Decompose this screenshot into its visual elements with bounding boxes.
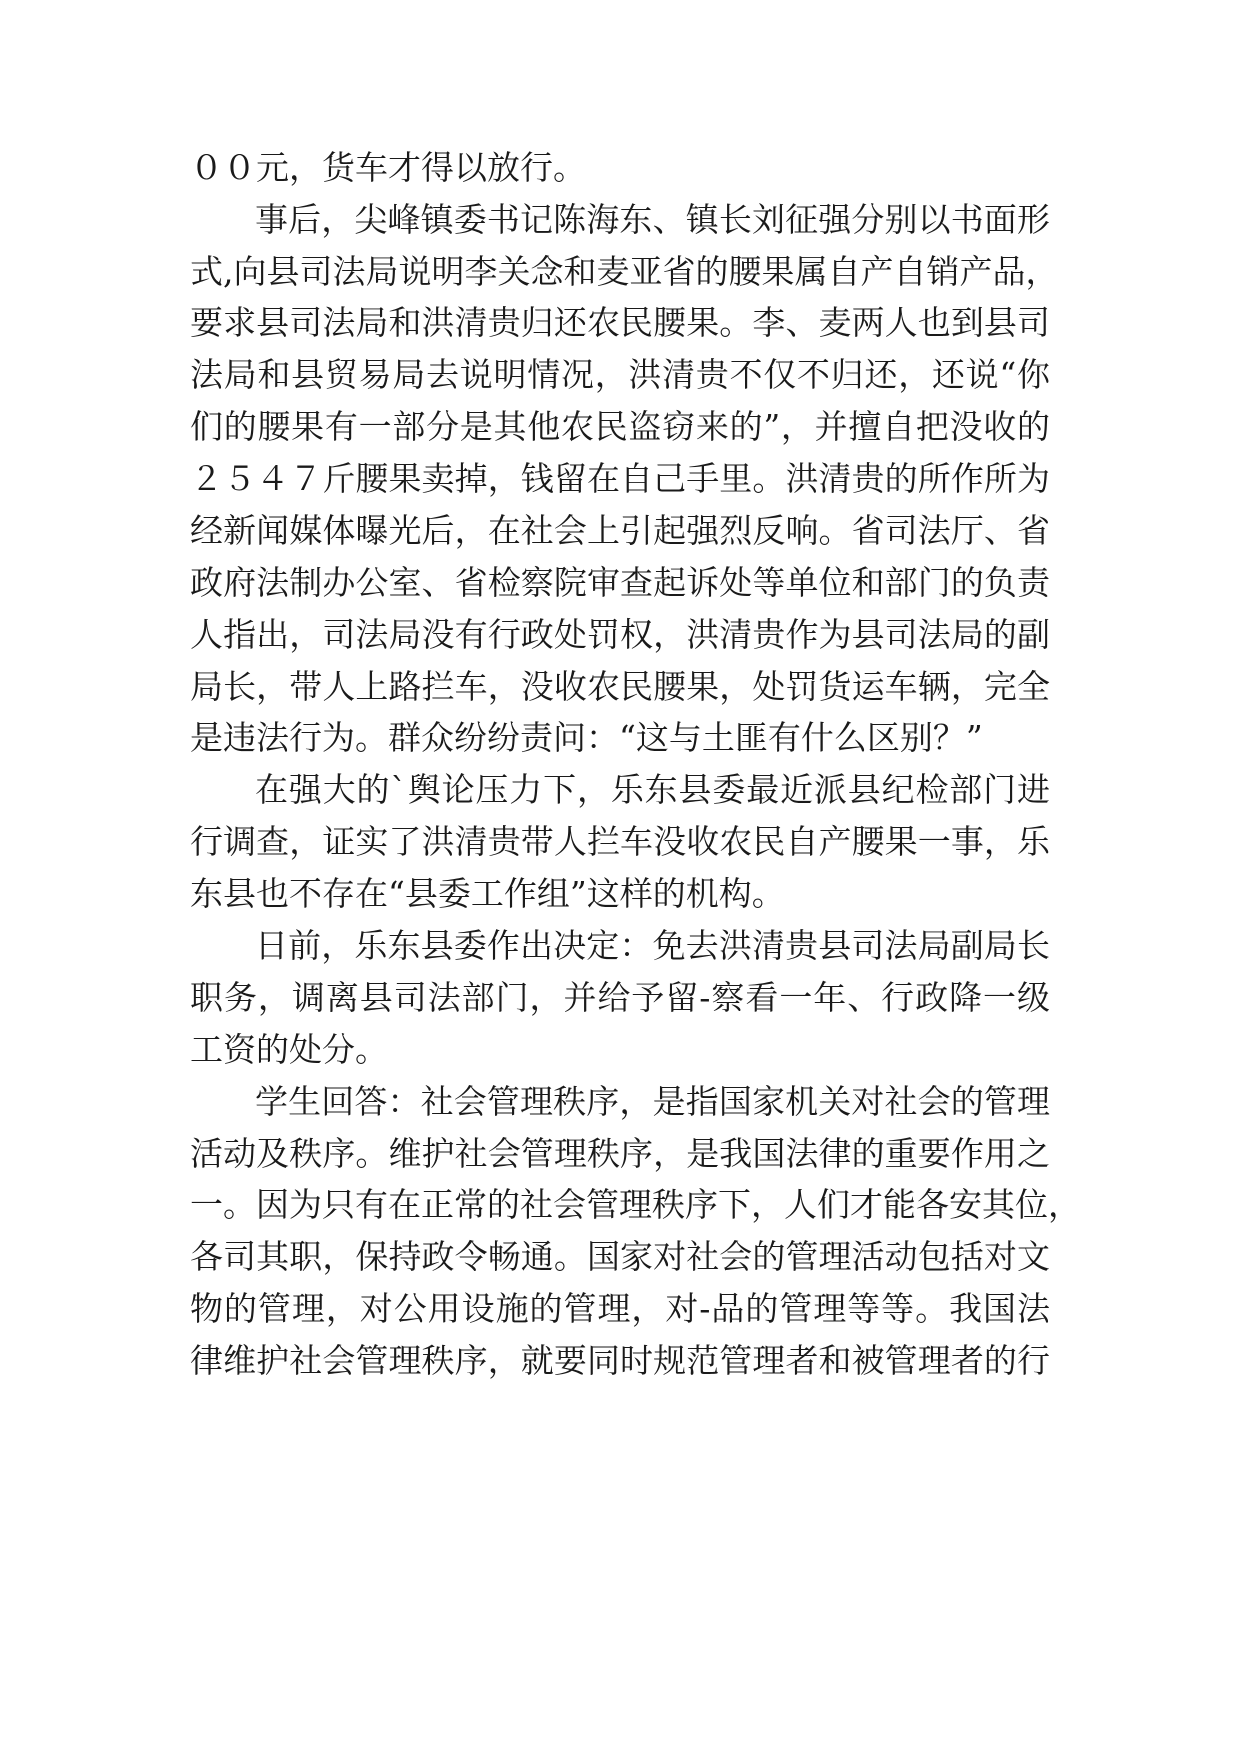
text-line-3: 式,向县司法局说明李关念和麦亚省的腰果属自产自销产品， xyxy=(190,252,1059,291)
text-line-4: 要求县司法局和洪清贵归还农民腰果。李、麦两人也到县司 xyxy=(190,303,1050,342)
text-line-15: 东县也不存在“县委工作组”这样的机构。 xyxy=(190,874,785,913)
text-line-14: 行调查，证实了洪清贵带人拦车没收农民自产腰果一事，乐 xyxy=(190,822,1050,861)
text-line-1: ００元，货车才得以放行。 xyxy=(190,148,586,187)
text-line-11: 局长，带人上路拦车，没收农民腰果，处罚货运车辆，完全 xyxy=(190,667,1050,706)
text-line-12: 是违法行为。群众纷纷责问：“这与土匪有什么区别？” xyxy=(190,718,983,757)
paragraph-start-line: 日前，乐东县委作出决定：免去洪清贵县司法局副局长 xyxy=(255,926,1050,965)
text-line-17: 职务，调离县司法部门，并给予留-察看一年、行政降一级 xyxy=(190,978,1050,1017)
paragraph-start-line: 事后，尖峰镇委书记陈海东、镇长刘征强分别以书面形 xyxy=(255,200,1050,239)
text-line-9: 政府法制办公室、省检察院审查起诉处等单位和部门的负责 xyxy=(190,563,1050,602)
text-line-21: 一。因为只有在正常的社会管理秩序下，人们才能各安其位， xyxy=(190,1185,1081,1224)
text-line-22: 各司其职，保持政令畅通。国家对社会的管理活动包括对文 xyxy=(190,1237,1050,1276)
text-line-5: 法局和县贸易局去说明情况，洪清贵不仅不归还，还说“你 xyxy=(190,355,1050,394)
text-line-7: ２５４７斤腰果卖掉，钱留在自己手里。洪清贵的所作所为 xyxy=(190,459,1050,498)
text-line-24: 律维护社会管理秩序，就要同时规范管理者和被管理者的行 xyxy=(190,1341,1050,1380)
text-line-20: 活动及秩序。维护社会管理秩序，是我国法律的重要作用之 xyxy=(190,1134,1050,1173)
text-line-23: 物的管理，对公用设施的管理，对-品的管理等等。我国法 xyxy=(190,1289,1050,1328)
text-line-8: 经新闻媒体曝光后，在社会上引起强烈反响。省司法厅、省 xyxy=(190,511,1050,550)
paragraph-start-line: 学生回答：社会管理秩序，是指国家机关对社会的管理 xyxy=(255,1082,1050,1121)
paragraph-start-line: 在强大的`舆论压力下，乐东县委最近派县纪检部门进 xyxy=(255,770,1050,809)
text-line-18: 工资的处分。 xyxy=(190,1030,388,1069)
text-line-6: 们的腰果有一部分是其他农民盗窃来的”，并擅自把没收的 xyxy=(190,407,1050,446)
text-line-10: 人指出，司法局没有行政处罚权，洪清贵作为县司法局的副 xyxy=(190,615,1050,654)
